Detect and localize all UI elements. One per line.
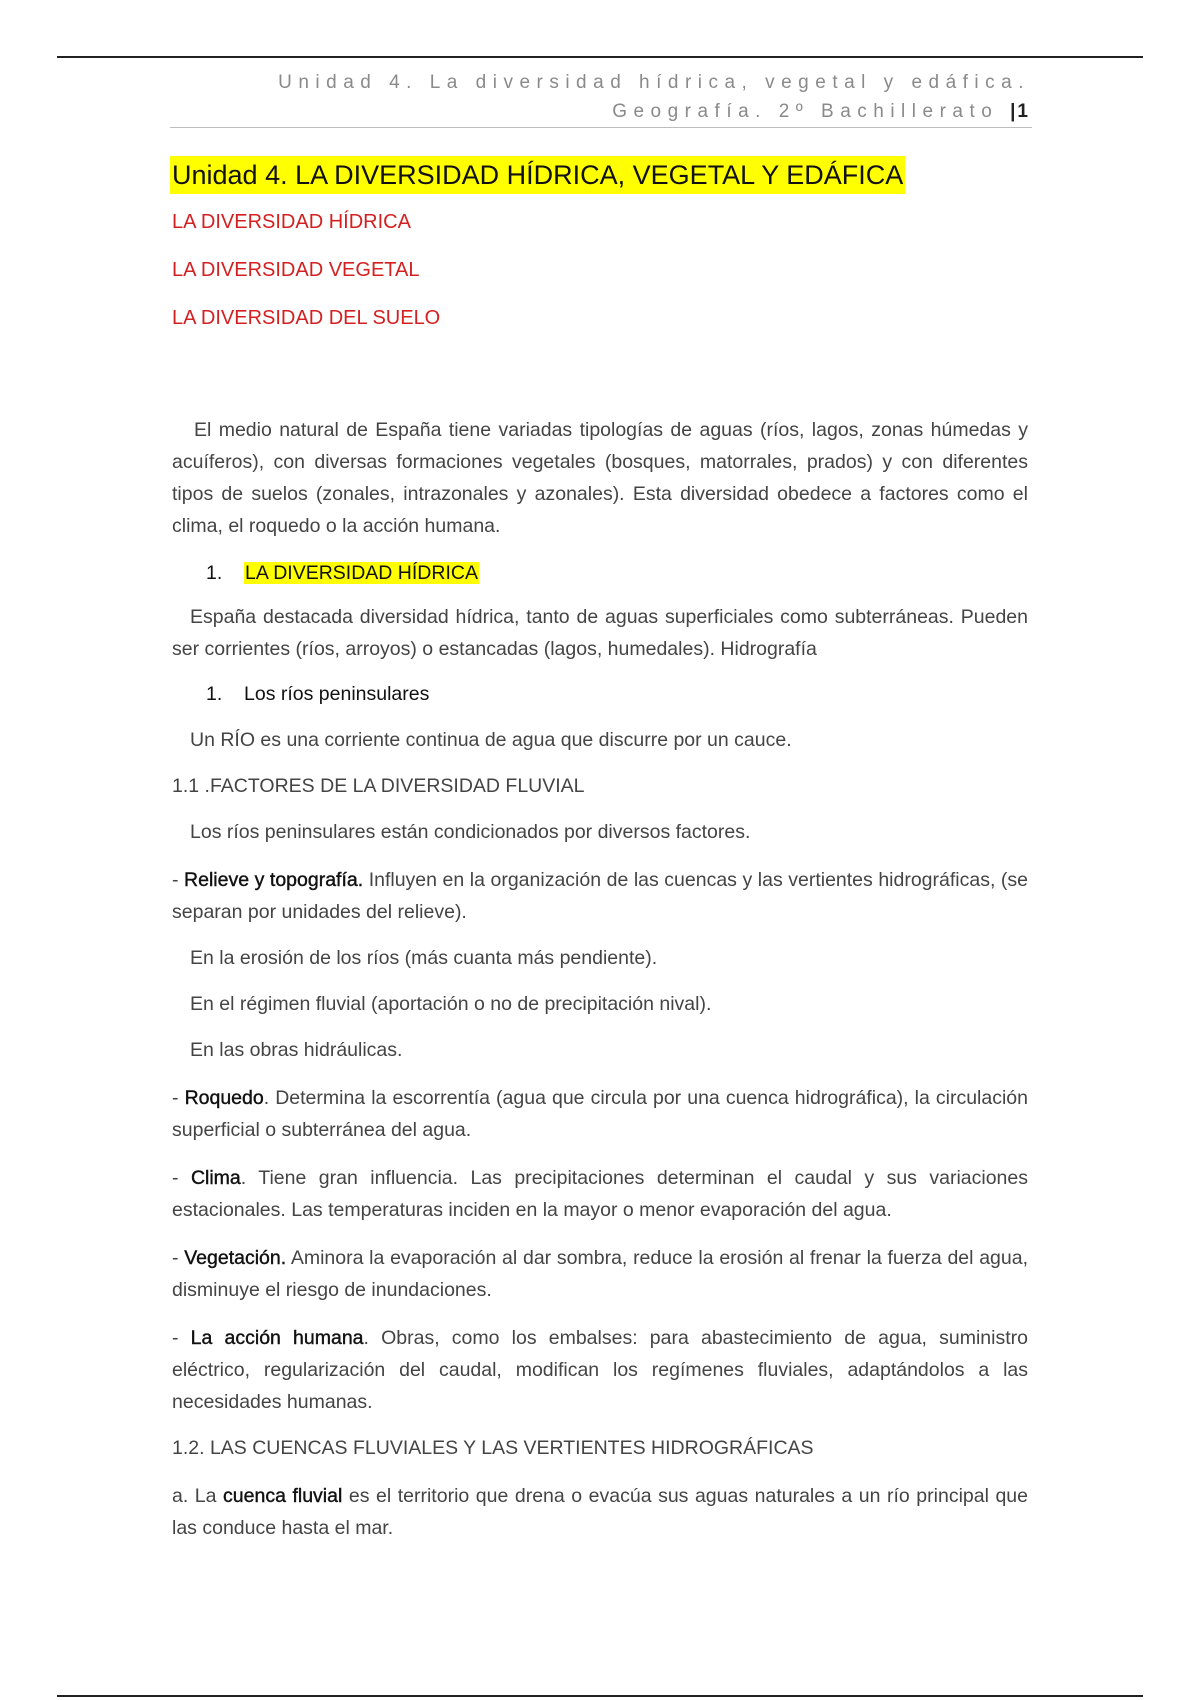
term-roquedo: Roquedo	[184, 1087, 264, 1109]
relieve-point-regimen: En el régimen fluvial (aportación o no de precipitación nival).	[190, 993, 712, 1015]
factores-intro: Los ríos peninsulares están condicionados por diversos factores.	[190, 821, 751, 843]
intro-paragraph: El medio natural de España tiene variadas tipologías de aguas (ríos, lagos, zonas húmedas y acuíferos), con diversas formaciones vegetales (bosques, matorrales, prados) y con diferentes tipos de suelos (zonales, intrazonales y azonales). Esta diversidad obedece a factores como el clima, el roquedo o la acción humana.	[172, 419, 1028, 537]
factor-relieve	[172, 864, 1028, 928]
term-vegetacion: Vegetación.	[184, 1247, 287, 1269]
river-definition: Un RÍO es una corriente continua de agua que discurre por un cauce.	[190, 729, 792, 751]
subsection-heading-rios	[206, 678, 1028, 710]
section1-paragraph: España destacada diversidad hídrica, tanto de aguas superficiales como subterráneas. Pueden ser corrientes (ríos, arroyos) o estancadas (lagos, humedales). Hidrografía	[172, 606, 1028, 660]
section-number: 1.	[206, 562, 223, 584]
heading-factores: 1.1 .FACTORES DE LA DIVERSIDAD FLUVIAL	[172, 775, 585, 797]
relieve-point-obras: En las obras hidráulicas.	[190, 1039, 403, 1061]
header-course-text: Geografía. 2º Bachillerato	[612, 101, 999, 122]
page-number: 1	[1017, 101, 1030, 122]
section-heading-1	[206, 557, 1028, 589]
dash: -	[172, 869, 179, 891]
header-rule	[170, 127, 1032, 128]
subsection-title: Los ríos peninsulares	[244, 683, 430, 705]
dash: -	[172, 1087, 179, 1109]
text-cuenca: es el territorio que drena o evacúa sus aguas naturales a un río principal que las conduce hasta el mar.	[172, 1485, 1028, 1539]
factor-accion-humana	[172, 1322, 1028, 1418]
document-title: Unidad 4. LA DIVERSIDAD HÍDRICA, VEGETAL Y EDÁFICA	[170, 156, 905, 194]
toc-item-hidrica[interactable]: LA DIVERSIDAD HÍDRICA	[172, 211, 411, 233]
bottom-rule	[57, 1695, 1143, 1697]
cuenca-prefix: a. La	[172, 1485, 217, 1507]
text-accion-humana: . Obras, como los embalses: para abastecimiento de agua, suministro eléctrico, regularización del caudal, modifican los regímenes fluviales, adaptándolos a las necesidades humanas.	[172, 1327, 1028, 1413]
toc-item-suelo[interactable]: LA DIVERSIDAD DEL SUELO	[172, 307, 441, 329]
running-header-course	[612, 101, 1030, 123]
factor-roquedo	[172, 1082, 1028, 1146]
section-title: LA DIVERSIDAD HÍDRICA	[245, 562, 478, 584]
dash: -	[172, 1327, 179, 1349]
running-header-unit: Unidad 4. La diversidad hídrica, vegetal y edáfica.	[278, 72, 1030, 93]
header-separator: |	[1010, 101, 1018, 122]
term-relieve: Relieve y topografía.	[184, 869, 364, 891]
relieve-point-erosion: En la erosión de los ríos (más cuanta más pendiente).	[190, 947, 658, 969]
factor-vegetacion	[172, 1242, 1028, 1306]
term-accion-humana: La acción humana	[190, 1327, 364, 1349]
text-roquedo: . Determina la escorrentía (agua que circula por una cuenca hidrográfica), la circulación superficial o subterránea del agua.	[172, 1087, 1028, 1141]
heading-cuencas: 1.2. LAS CUENCAS FLUVIALES Y LAS VERTIENTES HIDROGRÁFICAS	[172, 1437, 814, 1459]
top-rule	[57, 56, 1143, 58]
toc-item-vegetal[interactable]: LA DIVERSIDAD VEGETAL	[172, 259, 420, 281]
term-cuenca-fluvial: cuenca fluvial	[223, 1485, 343, 1507]
text-vegetacion: Aminora la evaporación al dar sombra, reduce la erosión al frenar la fuerza del agua, disminuye el riesgo de inundaciones.	[172, 1247, 1029, 1301]
dash: -	[172, 1167, 179, 1189]
text-clima: . Tiene gran influencia. Las precipitaciones determinan el caudal y sus variaciones estacionales. Las temperaturas inciden en la mayor o menor evaporación del agua.	[172, 1167, 1028, 1221]
text-relieve: Influyen en la organización de las cuencas y las vertientes hidrográficas, (se separan por unidades del relieve).	[172, 869, 1028, 923]
term-clima: Clima	[190, 1167, 241, 1189]
dash: -	[172, 1247, 179, 1269]
cuenca-definition	[172, 1480, 1028, 1544]
subsection-number: 1.	[206, 683, 223, 705]
document-body	[172, 156, 1028, 1544]
factor-clima	[172, 1162, 1028, 1226]
